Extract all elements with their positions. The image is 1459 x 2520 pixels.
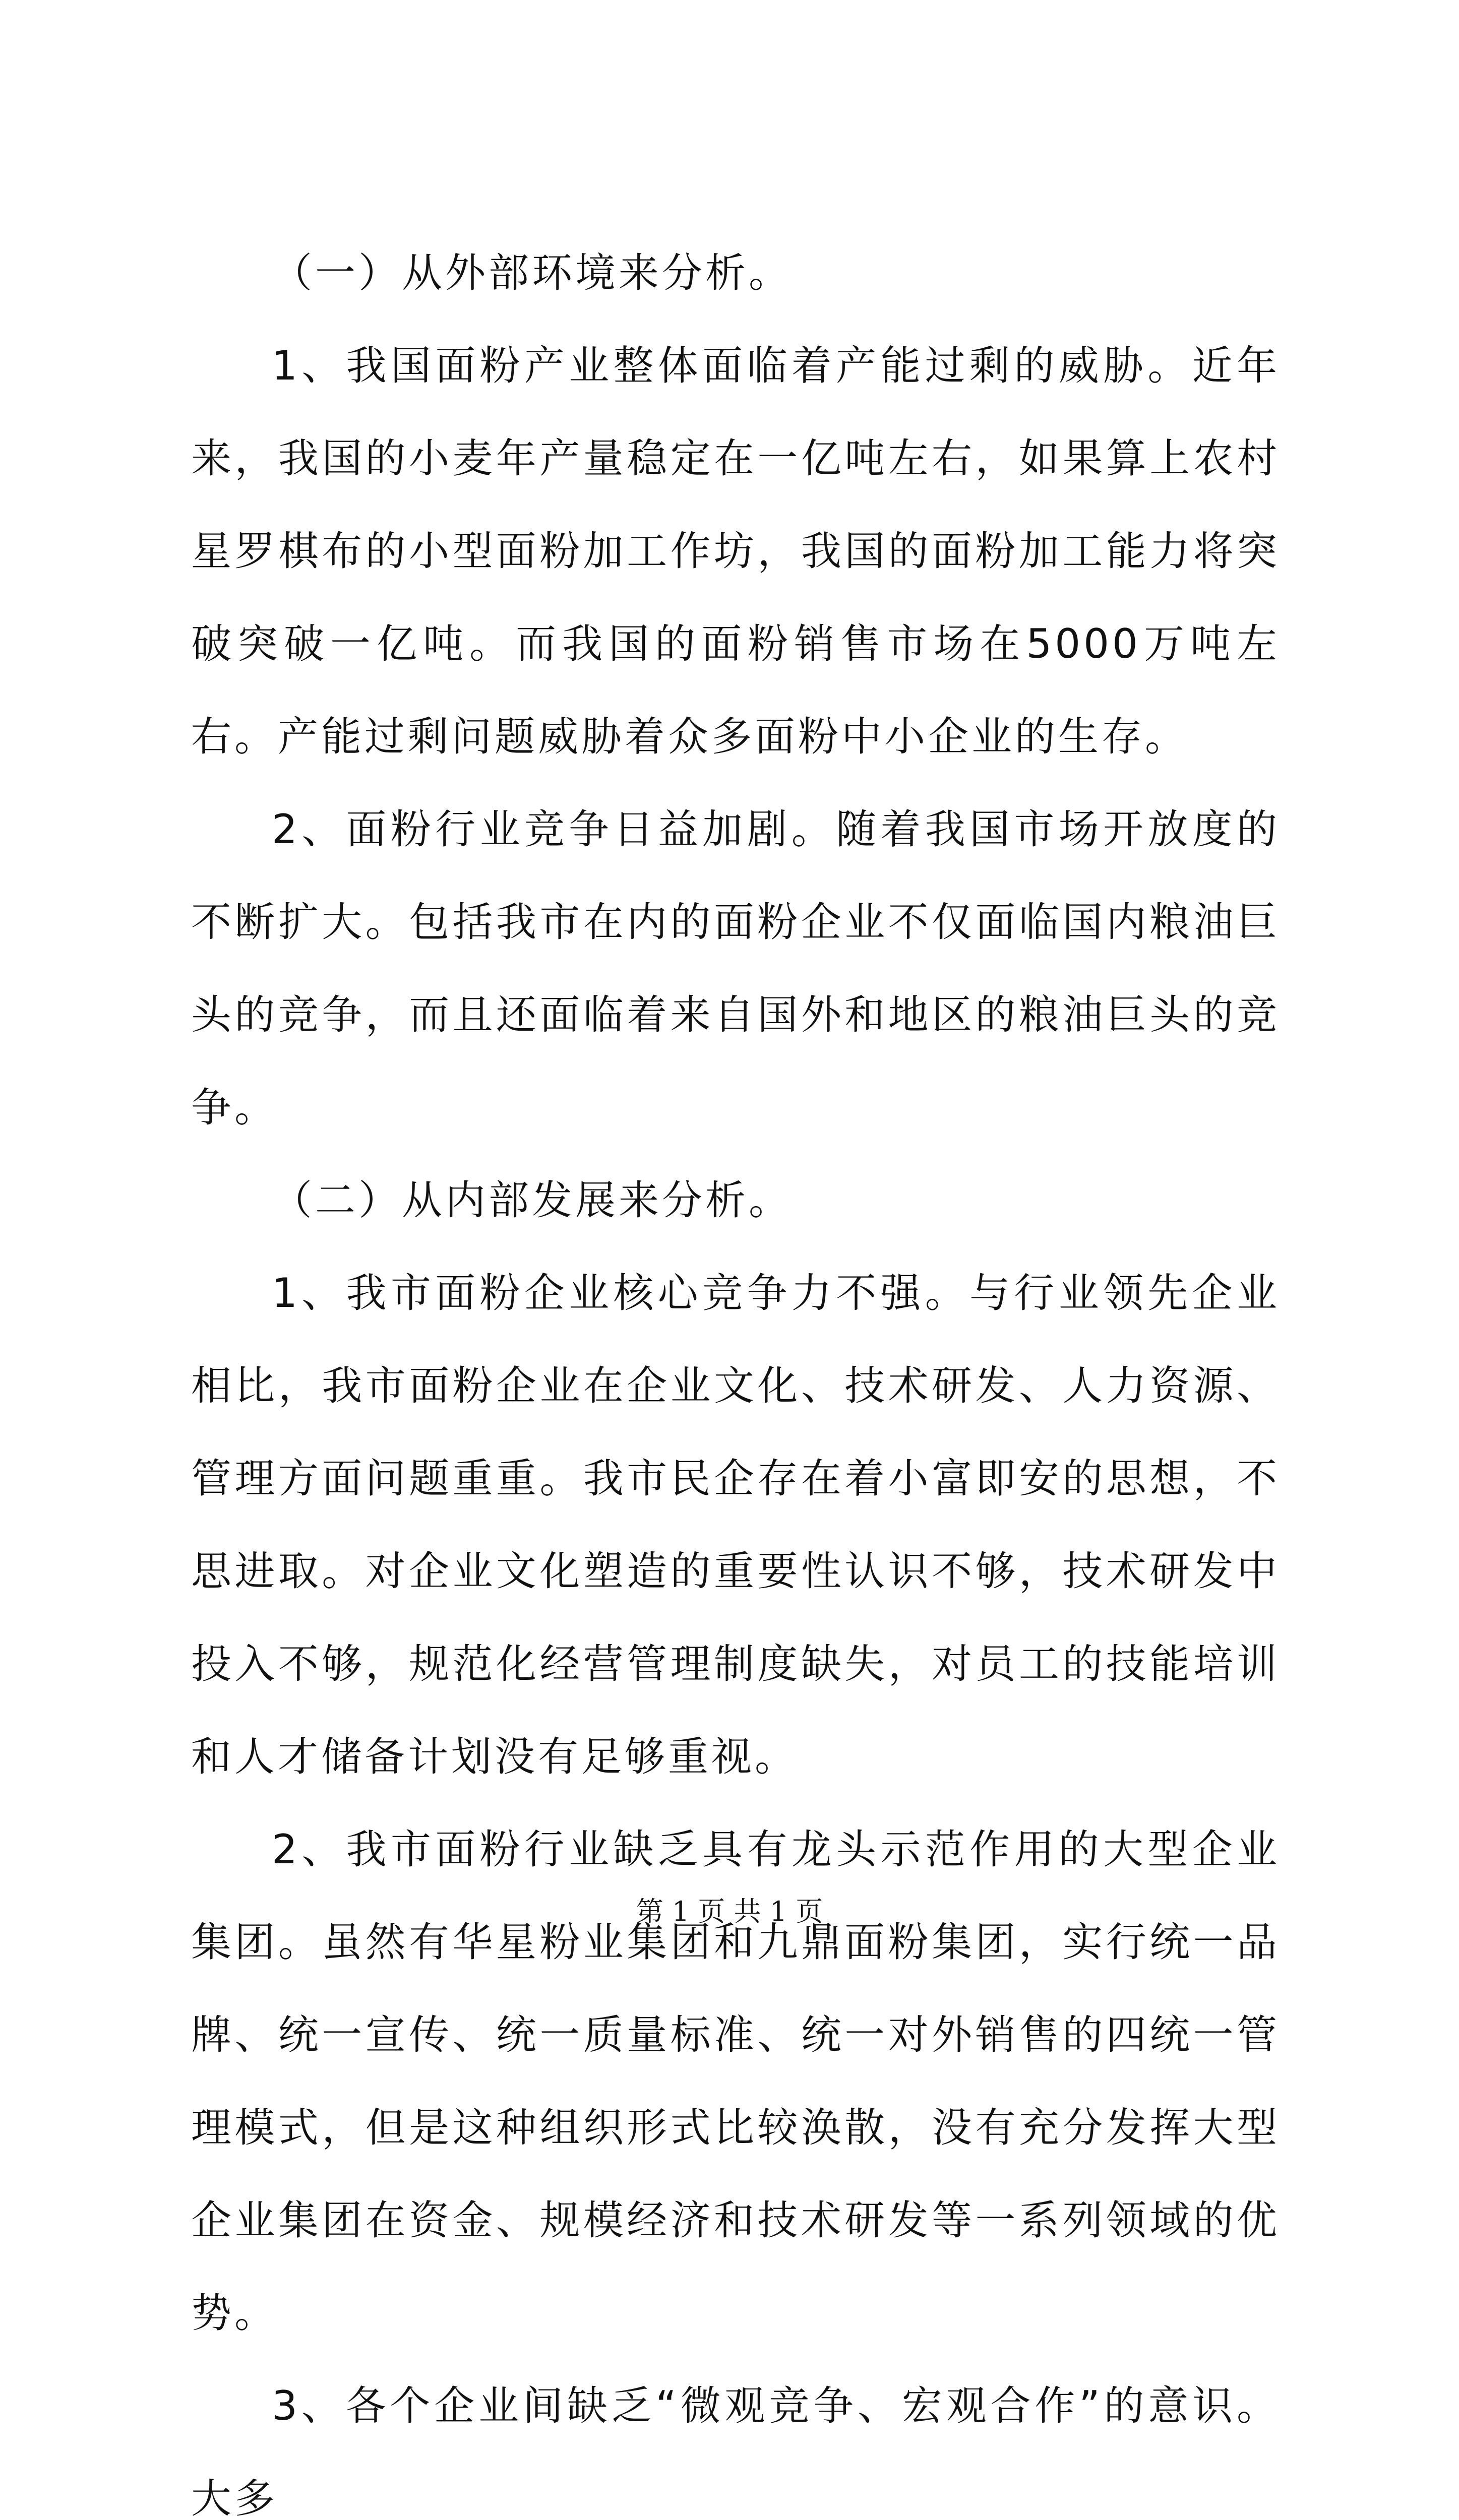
paragraph-overcapacity: 1、我国面粉产业整体面临着产能过剩的威胁。近年来，我国的小麦年产量稳定在一亿吨左右，如果算上农村星罗棋布的小型面粉加工作坊，我国的面粉加工能力将突破突破一亿吨。而我国的面粉销售市场在5000万吨左右。产能过剩问题威胁着众多面粉中小企业的生存。 (191, 342, 1280, 760)
paragraph-cooperation: 3、各个企业间缺乏“微观竞争、宏观合作”的意识。大多 (191, 2382, 1280, 2520)
section-heading-internal: （二）从内部发展来分析。 (272, 1177, 792, 1224)
page-footer: 第 1 页 共 1 页 (636, 1896, 823, 1927)
paragraph-core-competitiveness: 1、我市面粉企业核心竞争力不强。与行业领先企业相比，我市面粉企业在企业文化、技术研发、人力资源、管理方面问题重重。我市民企存在着小富即安的思想，不思进取。对企业文化塑造的重要性认识不够，技术研发中投入不够，规范化经营管理制度缺失，对员工的技能培训和人才储备计划没有足够重视。 (191, 1270, 1280, 1780)
paragraph-competition: 2、面粉行业竞争日益加剧。随着我国市场开放度的不断扩大。包括我市在内的面粉企业不仅面临国内粮油巨头的竞争，而且还面临着来自国外和地区的粮油巨头的竞争。 (191, 806, 1280, 1131)
paragraph-leading-enterprise: 2、我市面粉行业缺乏具有龙头示范作用的大型企业集团。虽然有华星粉业集团和九鼎面粉集团，实行统一品牌、统一宣传、统一质量标准、统一对外销售的四统一管理模式，但是这种组织形式比较涣散，没有充分发挥大型企业集团在资金、规模经济和技术研发等一系列领域的优势。 (191, 1826, 1280, 2337)
section-heading-external: （一）从外部环境来分析。 (272, 249, 792, 296)
document-body (191, 227, 1280, 2520)
